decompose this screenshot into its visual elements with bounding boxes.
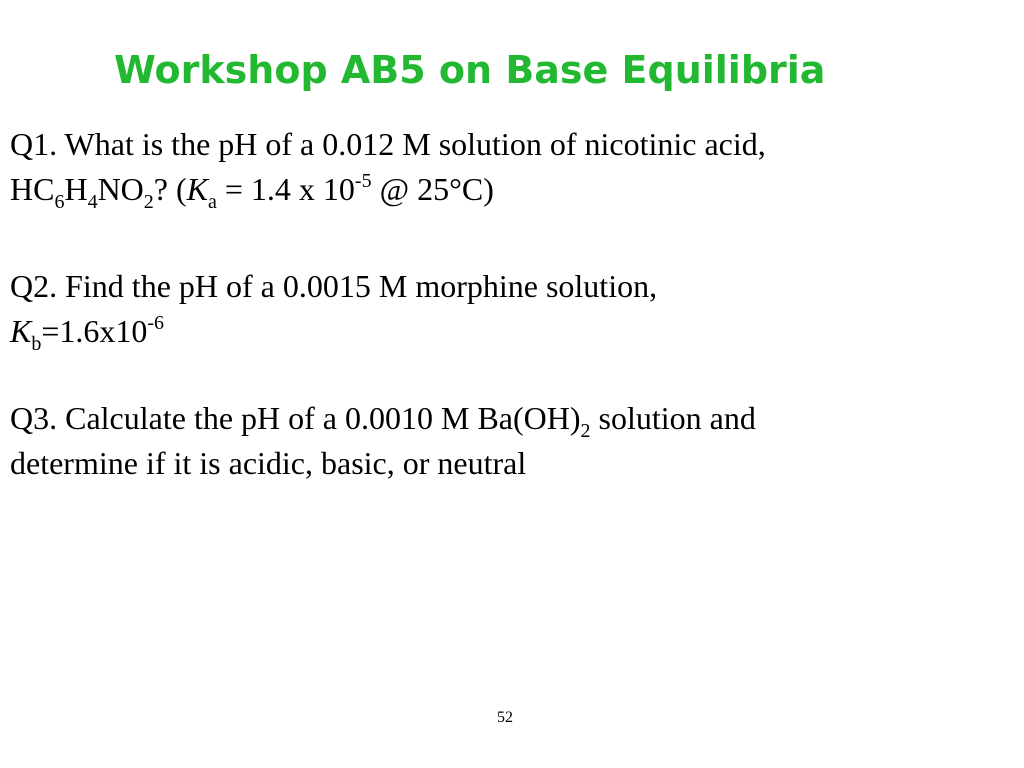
question-2-line-2	[10, 309, 1015, 354]
formula-part: HC	[10, 171, 55, 207]
question-1-paren-open: ? (	[153, 171, 187, 207]
kb-value: =1.6x10	[41, 313, 148, 349]
kb-subscript: b	[31, 333, 42, 355]
formula-subscript: 2	[143, 191, 154, 213]
page-number: 52	[497, 709, 513, 726]
question-2	[10, 264, 1015, 354]
kb-symbol: K	[10, 313, 32, 349]
slide-title: Workshop AB5 on Base Equilibria	[114, 48, 826, 92]
kb-exponent: -6	[147, 312, 165, 334]
question-3-line-2: determine if it is acidic, basic, or neutral	[10, 445, 527, 481]
ka-subscript: a	[207, 191, 217, 213]
formula-subscript: 4	[87, 191, 98, 213]
temperature-condition: @ 25°C)	[371, 171, 494, 207]
question-3-text-end: solution and	[590, 400, 756, 436]
formula-part: NO	[97, 171, 144, 207]
ka-symbol: K	[186, 171, 208, 207]
formula-subscript: 2	[580, 420, 591, 442]
formula-subscript: 6	[54, 191, 65, 213]
formula-part: H	[64, 171, 88, 207]
ka-exponent: -5	[354, 170, 372, 192]
question-1-line-2	[10, 167, 1015, 212]
question-3-line-1	[10, 396, 1015, 441]
question-1-line-1: Q1. What is the pH of a 0.012 M solution of nicotinic acid,	[10, 126, 766, 162]
question-1	[10, 122, 1015, 212]
ka-value: = 1.4 x 10	[216, 171, 355, 207]
question-2-line-1: Q2. Find the pH of a 0.0015 M morphine solution,	[10, 268, 658, 304]
question-3	[10, 396, 1015, 486]
question-3-text: Q3. Calculate the pH of a 0.0010 M Ba(OH)	[10, 400, 581, 436]
